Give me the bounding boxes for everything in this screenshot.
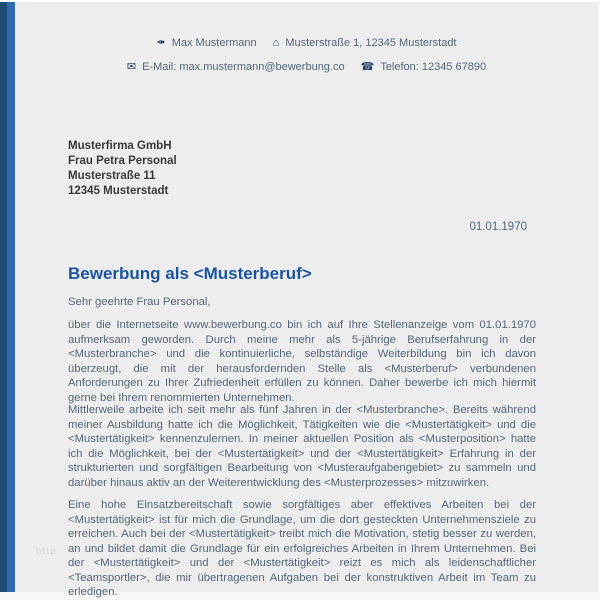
body-paragraph-2: Mittlerweile arbeite ich seit mehr als fünf Jahren in der <Musterbranche>. Bereits während meiner Ausbildung hatte ich die Möglichkeit, Tätigkeiten wie die <Mustertätigkeit> und die <Mustertätigkeit> kennenzulernen. In meiner aktuellen Position als <Musterposition> hatte ich die Möglichkeit, bei der <Mustertätigkeit> und der <Mustertätigkeit> Erfahrung in der strukturierten und sorgfältigen Bearbeitung von <Musteraufgabengebiet> zu sammeln und darüber hinaus aktiv an der Weiterentwicklung des <Musterprozesses> mitzuwirken. [68, 404, 536, 489]
pen-icon: ✒ [156, 37, 166, 49]
recipient-city: 12345 Musterstadt [68, 185, 169, 197]
sender-address: Musterstraße 1, 12345 Musterstadt [285, 37, 457, 49]
watermark-text: http [36, 546, 57, 557]
subject-line: Bewerbung als <Musterberuf> [68, 264, 312, 283]
accent-bar-dark [0, 2, 7, 592]
sender-email: E-Mail: max.mustermann@bewerbung.co [142, 61, 345, 73]
phone-icon: ☎ [360, 61, 375, 73]
sender-name: Max Mustermann [171, 37, 257, 49]
recipient-contact: Frau Petra Personal [68, 155, 177, 167]
salutation: Sehr geehrte Frau Personal, [68, 296, 211, 308]
contact-header [15, 36, 598, 74]
contact-header-line-1 [15, 36, 598, 50]
letter-date: 01.01.1970 [469, 221, 527, 233]
sender-phone: Telefon: 12345 67890 [380, 61, 487, 73]
accent-bar-blue [7, 2, 15, 592]
body-paragraph-3: Eine hohe Einsatzbereitschaft sowie sorgfältiges aber effektives Arbeiten bei der <Mustertätigkeit> ist für mich die Grundlage, um die dort gesteckten Unternehmensziele zu erreichen. Auch bei der <Mustertätigkeit> treibt mich die Motivation, stetig besser zu werden, an und bildet damit die Grundlage für ein erfolgreiches Arbeiten in Ihrem Unternehmen. Bei der <Mustertätigkeit> und der <Mustertätigkeit> reizt es mich als leidenschaftlicher <Teamsportler>, die mir übertragenen Aufgaben bei der konstruktiven Arbeit im Team zu erledigen. [68, 499, 536, 598]
recipient-block [68, 139, 177, 199]
body-paragraph-1: über die Internetseite www.bewerbung.co bin ich auf Ihre Stellenanzeige vom 01.01.1970 aufmerksam geworden. Durch meine mehr als 5-jährige Berufserfahrung in der <Musterbranche> und die kontinuierliche, selbständige Weiterbildung bin ich davon überzeugt, die mit der herausfordernden Stelle als <Musterberuf> verbundenen Anforderungen zu Ihrer Zufriedenheit erfüllen zu können. Daher bewerbe ich mich hiermit gerne bei Ihrem renommierten Unternehmen. [68, 319, 536, 404]
envelope-icon: ✉ [126, 61, 137, 73]
contact-header-line-2 [15, 60, 598, 74]
recipient-company: Musterfirma GmbH [68, 140, 172, 152]
recipient-street: Musterstraße 11 [68, 170, 156, 182]
top-edge-strip [0, 0, 600, 2]
home-icon: ⌂ [272, 37, 280, 49]
